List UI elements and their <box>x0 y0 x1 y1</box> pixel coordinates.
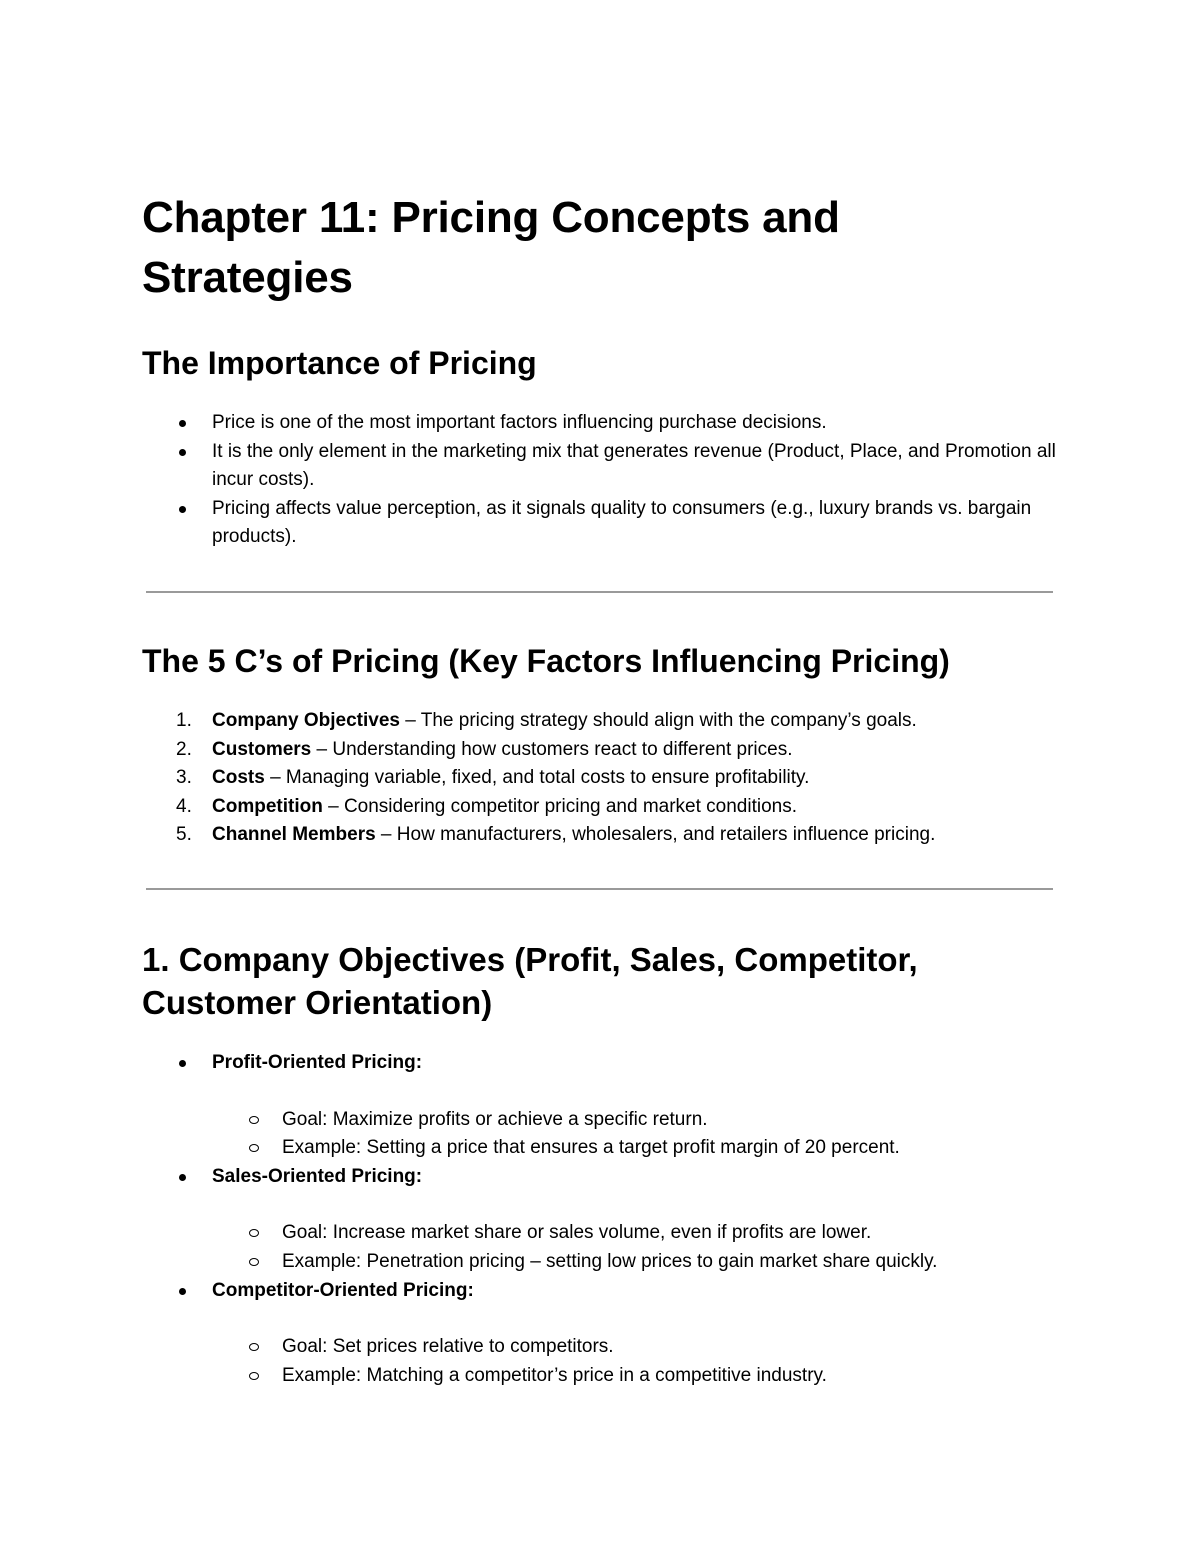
list-number: 5. <box>176 824 192 846</box>
list-item-label: Profit-Oriented Pricing: <box>212 1052 423 1073</box>
sub-list <box>212 1333 1058 1390</box>
list-description: – Considering competitor pricing and market conditions. <box>322 795 798 817</box>
sub-list-item: Example: Matching a competitor’s price in a competitive industry. <box>142 1362 1058 1391</box>
objectives-bullet-list <box>142 1049 1058 1390</box>
sub-list <box>212 1219 1058 1276</box>
page-title: Chapter 11: Pricing Concepts and Strategies <box>142 193 840 302</box>
list-item <box>142 1049 1058 1163</box>
list-item <box>142 1277 1058 1391</box>
list-term: Customers <box>212 738 312 760</box>
sub-list-item: Goal: Set prices relative to competitors. <box>142 1333 1058 1362</box>
list-description: – The pricing strategy should align with the company’s goals. <box>399 710 917 731</box>
list-item-label: Competitor-Oriented Pricing: <box>212 1279 474 1301</box>
list-description: – Understanding how customers react to different prices. <box>311 738 793 760</box>
list-description: – How manufacturers, wholesalers, and retailers influence pricing. <box>375 824 936 846</box>
list-number: 4. <box>176 795 192 817</box>
list-item <box>142 736 1058 765</box>
list-item <box>142 764 1058 793</box>
section-heading-five-cs: The 5 C’s of Pricing (Key Factors Influencing Pricing) <box>142 643 950 679</box>
list-number: 2. <box>176 738 192 760</box>
list-item: Pricing affects value perception, as it signals quality to consumers (e.g., luxury brands vs. bargain products). <box>142 495 1058 552</box>
list-item <box>142 707 1058 736</box>
list-number: 3. <box>176 767 192 789</box>
list-description: – Managing variable, fixed, and total costs to ensure profitability. <box>264 767 810 789</box>
list-item <box>142 793 1058 822</box>
importance-bullet-list <box>142 409 1058 552</box>
sub-list-item: Example: Setting a price that ensures a target profit margin of 20 percent. <box>142 1134 1058 1163</box>
list-term: Costs <box>212 767 265 789</box>
sub-list-item: Goal: Maximize profits or achieve a specific return. <box>142 1106 1058 1135</box>
list-term: Competition <box>212 795 323 817</box>
sub-list-item: Goal: Increase market share or sales volume, even if profits are lower. <box>142 1219 1058 1248</box>
section-heading-importance: The Importance of Pricing <box>142 345 537 381</box>
sub-list <box>212 1106 1058 1163</box>
list-item <box>142 1163 1058 1277</box>
five-cs-numbered-list <box>142 707 1058 850</box>
horizontal-divider <box>146 591 1053 593</box>
list-item <box>142 821 1058 850</box>
section-heading-company-objectives: 1. Company Objectives (Profit, Sales, Competitor, Customer Orientation) <box>142 941 918 1021</box>
sub-list-item: Example: Penetration pricing – setting low prices to gain market share quickly. <box>142 1248 1058 1277</box>
list-term: Company Objectives <box>212 710 400 731</box>
list-item: It is the only element in the marketing mix that generates revenue (Product, Place, and Promotion all incur costs). <box>142 438 1058 495</box>
list-item-label: Sales-Oriented Pricing: <box>212 1165 423 1187</box>
horizontal-divider <box>146 888 1053 890</box>
list-term: Channel Members <box>212 824 376 846</box>
list-item: Price is one of the most important factors influencing purchase decisions. <box>142 409 1058 438</box>
list-number: 1. <box>176 710 192 731</box>
